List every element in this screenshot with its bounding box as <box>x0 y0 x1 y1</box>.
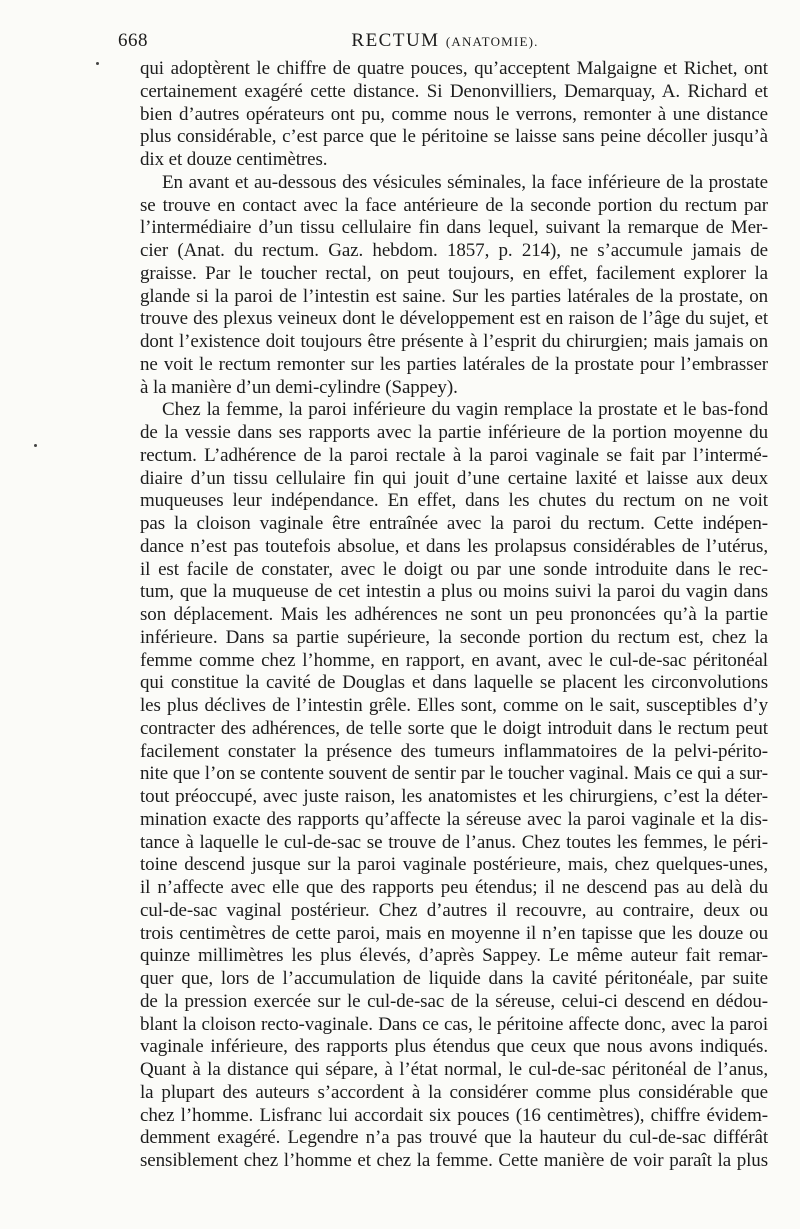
text-line: pas la cloison vaginale être entraînée avec la paroi du rectum. Cette indépen- <box>140 513 768 534</box>
page-header <box>118 30 772 56</box>
text-line: de la vessie dans ses rapports avec la partie inférieure de la portion moyenne du <box>140 422 768 443</box>
running-head-title: RECTUM <box>351 30 440 51</box>
text-line: dance n’est pas toutefois absolue, et dans les prolapsus considérables de l’utérus, <box>140 535 768 557</box>
text-line: qui adoptèrent le chiffre de quatre pouces, qu’acceptent Malgaigne et Richet, ont <box>140 58 768 79</box>
running-head <box>118 30 772 52</box>
text-line: dont l’existence doit toujours être présente à l’esprit du chirurgien; mais jamais on <box>140 331 768 352</box>
text-line: de la pression exercée sur le cul-de-sac de la séreuse, celui-ci descend en dédou- <box>140 990 768 1012</box>
text-line: trouve des plexus veineux dont le développement est en raison de l’âge du sujet, et <box>140 308 768 330</box>
text-line: inférieure. Dans sa partie supérieure, la seconde portion du rectum est, chez la <box>140 626 768 648</box>
text-line: il n’affecte avec elle que des rapports peu étendus; il ne descend pas au delà du <box>140 877 768 898</box>
text-line: vaginale inférieure, des rapports plus étendus que ceux que nous avons indiqués. <box>140 1036 768 1058</box>
text-line: toine descend jusque sur la paroi vaginale postérieure, mais, chez quelques-unes, <box>140 854 768 876</box>
text-line: En avant et au-dessous des vésicules séminales, la face inférieure de la prostate <box>162 171 768 193</box>
text-line: chez l’homme. Lisfranc lui accordait six pouces (16 centimètres), chiffre évidem- <box>140 1104 768 1126</box>
text-line: rectum. L’adhérence de la paroi rectale à la paroi vaginale se fait par l’intermé- <box>140 444 768 466</box>
text-line: trois centimètres de cette paroi, mais en moyenne il n’en tapisse que les douze ou <box>140 922 768 944</box>
text-line: glande si la paroi de l’intestin est saine. Sur les parties latérales de la prostate, on <box>140 285 768 307</box>
text-line: facilement constater la présence des tumeurs inflammatoires de la pelvi-périto- <box>140 740 768 762</box>
text-line: son déplacement. Mais les adhérences ne sont un peu prononcées qu’à la partie <box>140 604 768 625</box>
text-line: ne voit le rectum remonter sur les parties latérales de la prostate pour l’embrasser <box>140 353 768 375</box>
scan-speck <box>34 444 37 447</box>
text-line: plus considérable, c’est parce que le péritoine se laisse sans peine décoller jusqu’à <box>140 126 768 148</box>
text-line: tance à laquelle le cul-de-sac se trouve de l’anus. Chez toutes les femmes, le péri- <box>140 831 768 853</box>
text-line: tout préoccupé, avec juste raison, les anatomistes et les chirurgiens, c’est la déter- <box>140 786 768 807</box>
text-line: quinze millimètres les plus élevés, d’après Sappey. Le même auteur fait remar- <box>140 945 768 967</box>
text-line: dix et douze centimètres. <box>140 149 328 170</box>
text-line: certainement exagéré cette distance. Si Denonvilliers, Demarquay, A. Richard et <box>140 80 768 102</box>
text-line: blant la cloison recto-vaginale. Dans ce cas, le péritoine affecte donc, avec la paroi <box>140 1013 768 1035</box>
scan-speck <box>96 62 99 65</box>
text-line: tum, que la muqueuse de cet intestin a plus ou moins suivi la paroi du vagin dans <box>140 581 768 603</box>
text-line: nite que l’on se contente souvent de sentir par le toucher vaginal. Mais ce qui a sur- <box>140 763 768 785</box>
text-line: l’intermédiaire d’un tissu cellulaire fin dans lequel, suivant la remarque de Mer- <box>140 217 768 239</box>
text-line: contracter des adhérences, de telle sorte que le doigt introduit dans le rectum peut <box>140 717 768 739</box>
text-line: à la manière d’un demi-cylindre (Sappey). <box>140 376 458 398</box>
text-line: femme comme chez l’homme, en rapport, en avant, avec le cul-de-sac péritonéal <box>140 649 768 671</box>
text-line: graisse. Par le toucher rectal, on peut toujours, en effet, facilement explorer la <box>140 262 768 284</box>
text-line: sensiblement chez l’homme et chez la femme. Cette manière de voir paraît la plus <box>140 1150 768 1171</box>
text-line: muqueuses leur indépendance. En effet, dans les chutes du rectum on ne voit <box>140 490 768 512</box>
page-number: 668 <box>118 30 148 51</box>
text-line: se trouve en contact avec la face antérieure de la seconde portion du rectum par <box>140 194 768 216</box>
text-line: la plupart des auteurs s’accordent à la considérer comme plus considérable que <box>140 1081 768 1103</box>
text-line: les plus déclives de l’intestin grêle. Elles sont, comme on le sait, susceptibles d’y <box>140 695 768 716</box>
text-line: il est facile de constater, avec le doigt ou par une sonde introduite dans le rec- <box>140 558 768 580</box>
text-line: mination exacte des rapports qu’affecte la séreuse avec la paroi vaginale et la dis- <box>140 808 768 830</box>
text-line: Quant à la distance qui sépare, à l’état normal, le cul-de-sac péritonéal de l’anus, <box>140 1059 768 1080</box>
text-line: diaire d’un tissu cellulaire fin qui jouit d’une certaine laxité et laisse aux deux <box>140 467 768 489</box>
text-line: cul-de-sac vaginal postérieur. Chez d’autres il recouvre, au contraire, deux ou <box>140 899 768 921</box>
text-line: demment exagéré. Legendre n’a pas trouvé que la hauteur du cul-de-sac différât <box>140 1127 768 1149</box>
text-line: Chez la femme, la paroi inférieure du vagin remplace la prostate et le bas-fond <box>162 399 768 421</box>
text-line: qui constitue la cavité de Douglas et dans laquelle se placent les circonvolutions <box>140 672 768 694</box>
text-line: cier (Anat. du rectum. Gaz. hebdom. 1857, p. 214), ne s’accumule jamais de <box>140 240 768 261</box>
body-text <box>140 58 768 1173</box>
running-head-subtitle: (ANATOMIE). <box>445 34 539 49</box>
text-line: quer que, lors de l’accumulation de liquide dans la cavité péritonéale, par suite <box>140 968 768 989</box>
text-line: bien d’autres opérateurs ont pu, comme nous le verrons, remonter à une distance <box>140 103 768 125</box>
